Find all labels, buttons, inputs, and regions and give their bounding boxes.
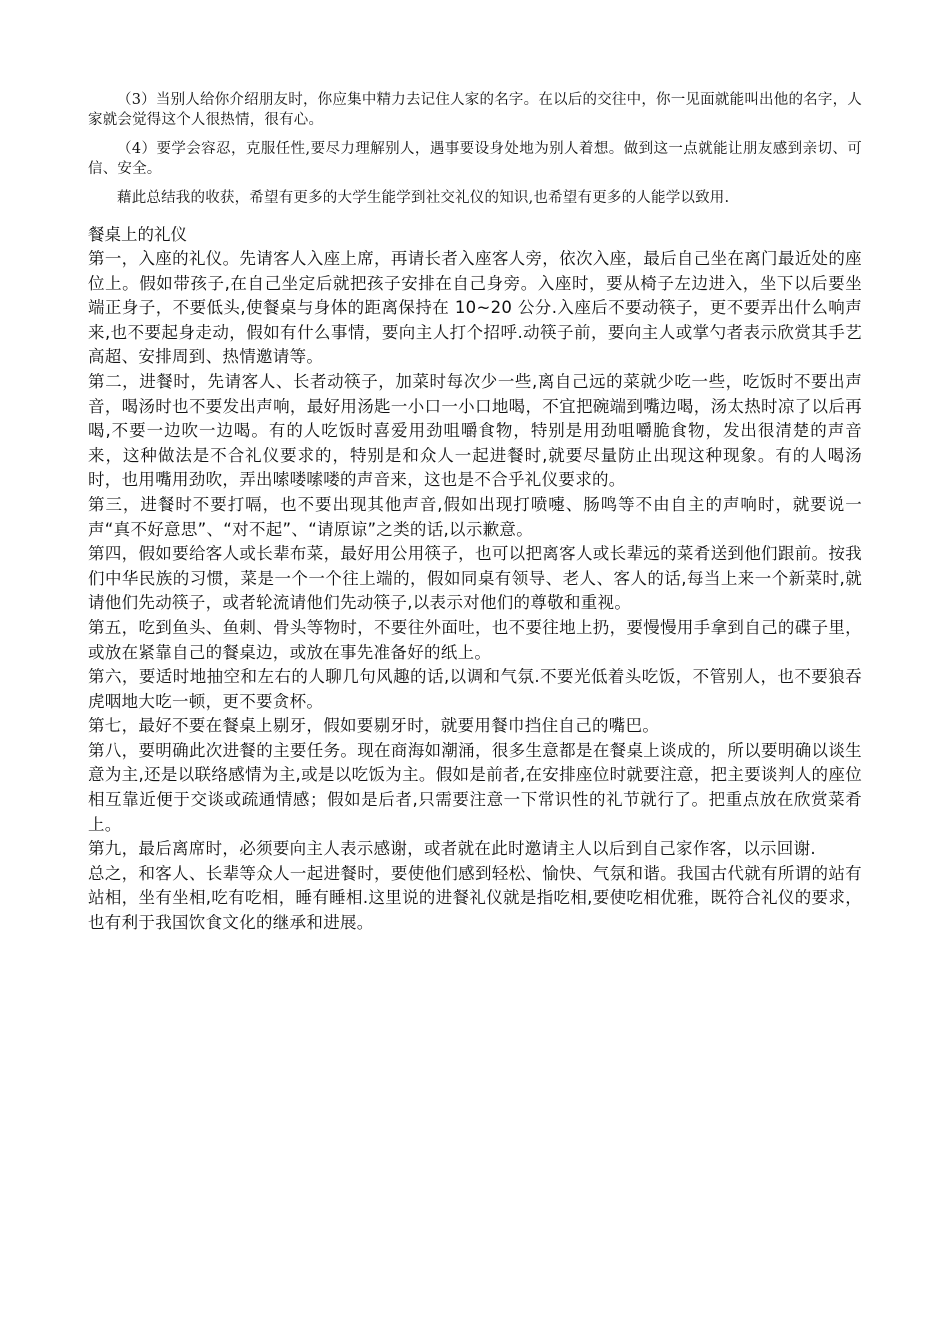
etiquette-rules	[88, 247, 862, 936]
rule-paragraph-2: 第二，进餐时，先请客人、长者动筷子，加菜时每次少一些,离自己远的菜就少吃一些，吃饭时不要出声音，喝汤时也不要发出声响，最好用汤匙一小口一小口地喝，不宜把碗端到嘴边喝，汤太热时凉了以后再喝,不要一边吹一边喝。有的人吃饭时喜爱用劲咀嚼食物，特别是用劲咀嚼脆食物，发出很清楚的声音来，这种做法是不合礼仪要求的，特别是和众人一起进餐时,就要尽量防止出现这种现象。有的人喝汤时，也用嘴用劲吹，弄出嗦喽嗦喽的声音来，这也是不合乎礼仪要求的。	[88, 371, 862, 490]
section-title: 餐桌上的礼仪	[88, 225, 187, 244]
intro-section	[88, 90, 862, 208]
rule-paragraph-1: 第一，入座的礼仪。先请客人入座上席，再请长者入座客人旁，依次入座，最后自己坐在离门最近处的座位上。假如带孩子,在自己坐定后就把孩子安排在自己身旁。入座时，要从椅子左边进入，坐下以后要坐端正身子，不要低头,使餐桌与身体的距离保持在 10~20 公分.入座后不要动筷子，更不要弄出什么响声来,也不要起身走动，假如有什么事情，要向主人打个招呼.动筷子前，要向主人或掌勺者表示欣赏其手艺高超、安排周到、热情邀请等。	[88, 249, 862, 367]
intro-summary-paragraph: 藉此总结我的收获，希望有更多的大学生能学到社交礼仪的知识,也希望有更多的人能学以致用.	[117, 190, 730, 206]
rule-paragraph-3: 第三，进餐时不要打嗝，也不要出现其他声音,假如出现打喷嚏、肠鸣等不由自主的声响时，就要说一声“真不好意思”、“对不起”、“请原谅”之类的话,以示歉意。	[88, 494, 862, 539]
intro-paragraph-4: （4）要学会容忍，克服任性,要尽力理解别人，遇事要设身处地为别人着想。做到这一点就能让朋友感到亲切、可信、安全。	[88, 141, 862, 177]
rule-paragraph-5: 第五，吃到鱼头、鱼刺、骨头等物时，不要往外面吐，也不要往地上扔，要慢慢用手拿到自己的碟子里，或放在紧靠自己的餐桌边，或放在事先准备好的纸上。	[88, 617, 862, 662]
rule-paragraph-8: 第八，要明确此次进餐的主要任务。现在商海如潮涌，很多生意都是在餐桌上谈成的，所以要明确以谈生意为主,还是以联络感情为主,或是以吃饭为主。假如是前者,在安排座位时就要注意，把主要谈判人的座位相互靠近便于交谈或疏通情感；假如是后者,只需要注意一下常识性的礼节就行了。把重点放在欣赏菜肴上。	[88, 740, 862, 834]
rule-paragraph-7: 第七，最好不要在餐桌上剔牙，假如要剔牙时，就要用餐巾挡住自己的嘴巴。	[88, 716, 660, 736]
rule-paragraph-9: 第九，最后离席时，必须要向主人表示感谢，或者就在此时邀请主人以后到自己家作客，以示回谢.	[88, 839, 816, 859]
intro-paragraph-3: （3）当别人给你介绍朋友时，你应集中精力去记住人家的名字。在以后的交往中，你一见面就能叫出他的名字，人家就会觉得这个人很热情，很有心。	[88, 92, 862, 128]
conclusion-paragraph: 总之，和客人、长辈等众人一起进餐时，要使他们感到轻松、愉快、气氛和谐。我国古代就有所谓的站有站相，坐有坐相,吃有吃相，睡有睡相.这里说的进餐礼仪就是指吃相,要使吃相优雅，既符合礼仪的要求，也有利于我国饮食文化的继承和进展。	[88, 863, 862, 933]
rule-paragraph-4: 第四，假如要给客人或长辈布菜，最好用公用筷子，也可以把离客人或长辈远的菜肴送到他们跟前。按我们中华民族的习惯，菜是一个一个往上端的，假如同桌有领导、老人、客人的话,每当上来一个新菜时,就请他们先动筷子，或者轮流请他们先动筷子,以表示对他们的尊敬和重视。	[88, 544, 862, 613]
rule-paragraph-6: 第六，要适时地抽空和左右的人聊几句风趣的话,以调和气氛.不要光低着头吃饭，不管别人，也不要狼吞虎咽地大吃一顿，更不要贪杯。	[88, 667, 862, 711]
